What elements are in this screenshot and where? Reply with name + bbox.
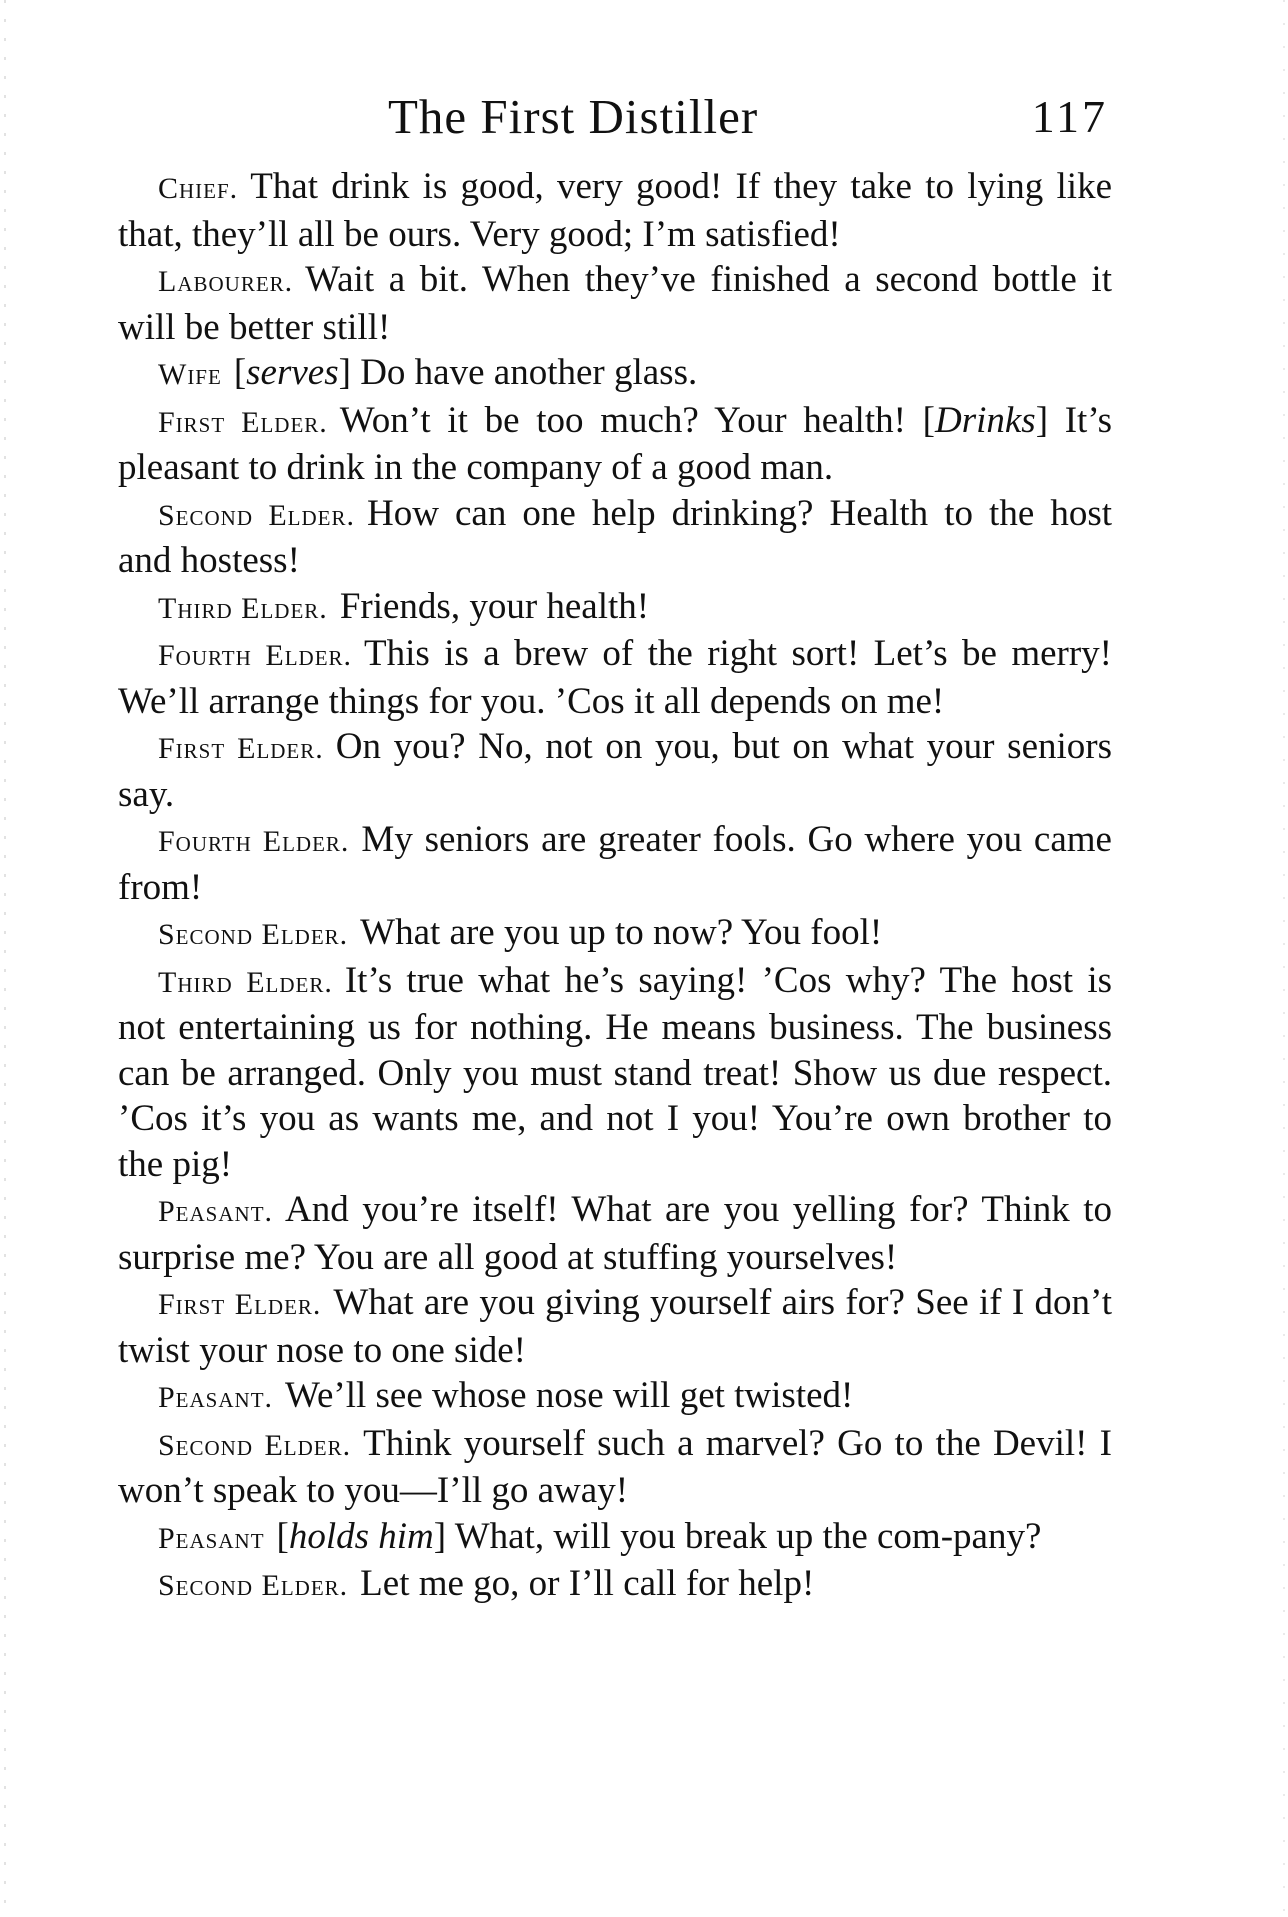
- speech-text: On you? No, not on you, but on what your seniors say.: [118, 726, 1112, 815]
- speaker-name: Peasant: [158, 1521, 265, 1555]
- speech: [118, 724, 1112, 817]
- speech-text: We’ll see whose nose will get twisted!: [285, 1375, 854, 1416]
- speech: [118, 1280, 1112, 1373]
- scan-edge-left: [4, 0, 6, 1917]
- speaker-name: Second Elder.: [158, 1569, 349, 1602]
- stage-direction-text: serves: [246, 352, 339, 393]
- speech: [118, 257, 1112, 350]
- speech-text: That drink is good, very good! If they take to lying like that, they’ll all be ours. Very good; I’m satisfied!: [118, 166, 1112, 255]
- speaker-name: Peasant.: [158, 1381, 274, 1414]
- stage-direction: [serves]: [233, 352, 351, 393]
- speaker-name: First Elder.: [158, 1288, 322, 1321]
- speech-text: How can one help drinking? Health to the host and hostess!: [118, 492, 1112, 581]
- speaker-name: First Elder.: [158, 405, 328, 439]
- speech-text: This is a brew of the right sort! Let’s be merry! We’ll arrange things for you. ’Cos it all depends on me!: [118, 633, 1112, 722]
- stage-direction-text: Drinks: [934, 399, 1036, 441]
- speech: [118, 350, 1112, 398]
- dialogue-body: [118, 164, 1112, 1609]
- speaker-name: Third Elder.: [158, 965, 333, 999]
- speaker-name: Fourth Elder.: [158, 639, 353, 672]
- speech: [118, 631, 1112, 724]
- speaker-name: Fourth Elder.: [158, 825, 350, 858]
- speech-text: What are you giving yourself airs for? See if I don’t twist your nose to one side!: [118, 1282, 1112, 1371]
- page-header: [118, 88, 1108, 148]
- page-number: 117: [1031, 91, 1108, 142]
- speaker-name: Labourer.: [158, 265, 294, 298]
- speech: [118, 1421, 1112, 1514]
- speech-text: Think yourself such a marvel? Go to the Devil! I won’t speak to you—I’ll go away!: [118, 1422, 1112, 1511]
- speaker-name: Third Elder.: [158, 591, 328, 625]
- speaker-name: Second Elder.: [158, 1428, 352, 1462]
- speaker-name: Chief.: [158, 172, 239, 205]
- speech: [118, 817, 1112, 910]
- speech: [118, 958, 1112, 1188]
- speech-text: What are you up to now? You fool!: [360, 912, 883, 953]
- speech: [118, 164, 1112, 257]
- speech-text: Let me go, or I’ll call for help!: [360, 1563, 815, 1604]
- speaker-name: First Elder.: [158, 732, 324, 765]
- speech-text: It’s pleasant to drink in the company of a good man.: [118, 399, 1113, 488]
- speaker-name: Second Elder.: [158, 918, 349, 951]
- speaker-name: Peasant.: [158, 1195, 274, 1228]
- speech-text: It’s true what he’s saying! ’Cos why? The host is not entertaining us for nothing. He means business. The business can be arranged. Only you must stand treat! Show us due respect. ’Cos it’s you as wants me, and not I you! You’re own brother to the pig!: [118, 959, 1112, 1185]
- speech-text: My seniors are greater fools. Go where you came from!: [118, 819, 1112, 908]
- speech: [118, 1561, 1112, 1609]
- speech-text: And you’re itself! What are you yelling for? Think to surprise me? You are all good at stuffing yourselves!: [118, 1189, 1112, 1278]
- speech-text: Wait a bit. When they’ve finished a second bottle it will be better still!: [118, 259, 1112, 348]
- speech: [118, 1373, 1112, 1421]
- speech: [118, 491, 1112, 584]
- speech: [118, 1514, 1112, 1562]
- speech: [118, 398, 1112, 491]
- speech-text: Friends, your health!: [339, 585, 650, 627]
- stage-direction: [Drinks]: [922, 399, 1049, 441]
- speech-text: What, will you break up the com-pany?: [454, 1515, 1042, 1557]
- scan-edge-right: [1283, 0, 1285, 1917]
- stage-direction: [holds him]: [276, 1515, 447, 1557]
- speech: [118, 910, 1112, 958]
- speaker-name: Wife: [158, 358, 222, 391]
- speaker-name: Second Elder.: [158, 498, 355, 532]
- stage-direction-text: holds him: [288, 1515, 434, 1557]
- speech: [118, 584, 1112, 632]
- running-title: The First Distiller: [388, 89, 759, 144]
- speech-text: Do have another glass.: [360, 352, 698, 393]
- speech: [118, 1187, 1112, 1280]
- speech-text: Won’t it be too much? Your health!: [339, 399, 906, 441]
